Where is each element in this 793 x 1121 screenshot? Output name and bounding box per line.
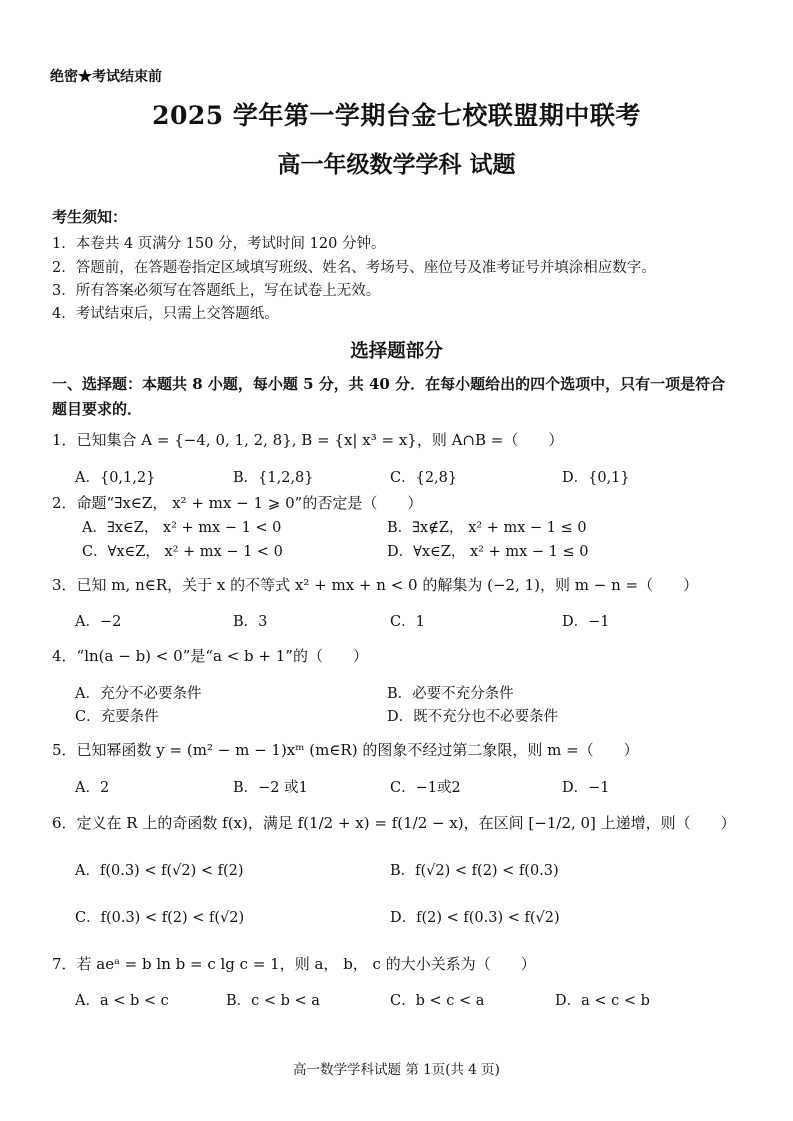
- question-7-option-b: B．c < b < a: [226, 993, 320, 1009]
- question-2-stem: 2．命题“∃x∈Z， x² + mx − 1 ⩾ 0”的否定是（ ）: [52, 494, 423, 512]
- question-5-stem: 5．已知幂函数 y = (m² − m − 1)xᵐ (m∈R) 的图象不经过第二象限，则 m =（ ）: [52, 741, 639, 759]
- question-4-stem: 4．“ln(a − b) < 0”是“a < b + 1”的（ ）: [52, 647, 368, 665]
- question-7-option-c: C．b < c < a: [390, 993, 485, 1009]
- question-2-option-b: B．∃x∉Z， x² + mx − 1 ≤ 0: [387, 520, 587, 536]
- notice-item: 2．答题前，在答题卷指定区域填写班级、姓名、考场号、座位号及准考证号并填涂相应数字。: [52, 260, 656, 276]
- question-6-option-b: B．f(√2) < f(2) < f(0.3): [390, 863, 559, 879]
- section-title: 选择题部分: [350, 341, 443, 362]
- question-3-stem: 3．已知 m, n∈R，关于 x 的不等式 x² + mx + n < 0 的解集为 (−2, 1)，则 m − n =（ ）: [52, 576, 699, 594]
- section-intro: 题目要求的．: [52, 400, 143, 418]
- question-7-stem: 7．若 aeᵃ = b ln b = c lg c = 1，则 a， b， c 的大小关系为（ ）: [52, 955, 536, 973]
- question-2-option-a: A．∃x∈Z， x² + mx − 1 < 0: [82, 520, 282, 536]
- question-2-option-d: D．∀x∈Z， x² + mx − 1 ≤ 0: [387, 544, 589, 560]
- question-1-option-a: A．{0,1,2}: [75, 470, 156, 486]
- question-1-stem: 1．已知集合 A = {−4, 0, 1, 2, 8}, B = {x| x³ = x}，则 A∩B =（ ）: [52, 431, 564, 449]
- confidential-mark: 绝密★考试结束前: [50, 69, 162, 85]
- exam-subtitle: 高一年级数学学科 试题: [277, 151, 516, 178]
- question-1-option-c: C．{2,8}: [390, 470, 458, 486]
- question-4-option-b: B．必要不充分条件: [387, 686, 514, 702]
- question-3-option-d: D．−1: [562, 614, 610, 630]
- notice-item: 4．考试结束后，只需上交答题纸。: [52, 306, 279, 322]
- question-3-option-c: C．1: [390, 614, 425, 630]
- question-4-option-a: A．充分不必要条件: [75, 686, 202, 702]
- question-1-option-b: B．{1,2,8}: [233, 470, 314, 486]
- notice-item: 3．所有答案必须写在答题纸上，写在试卷上无效。: [52, 283, 381, 299]
- section-intro: 一、选择题：本题共 8 小题，每小题 5 分，共 40 分．在每小题给出的四个选项中，只有一项是符合: [52, 375, 726, 393]
- question-7-option-a: A．a < b < c: [75, 993, 169, 1009]
- question-6-option-d: D．f(2) < f(0.3) < f(√2): [390, 910, 560, 926]
- question-5-option-b: B．−2 或1: [233, 780, 308, 796]
- notice-item: 1．本卷共 4 页满分 150 分，考试时间 120 分钟。: [52, 236, 386, 252]
- question-5-option-d: D．−1: [562, 780, 610, 796]
- question-6-option-c: C．f(0.3) < f(2) < f(√2): [75, 910, 245, 926]
- exam-title: 2025 学年第一学期台金七校联盟期中联考: [152, 101, 641, 130]
- notice-heading: 考生须知：: [52, 208, 128, 226]
- question-4-option-d: D．既不充分也不必要条件: [387, 709, 559, 725]
- question-5-option-a: A．2: [75, 780, 110, 796]
- question-5-option-c: C．−1或2: [390, 780, 461, 796]
- question-4-option-c: C．充要条件: [75, 709, 159, 725]
- question-6-stem: 6．定义在 R 上的奇函数 f(x)，满足 f(1/2 + x) = f(1/2 − x)，在区间 [−1/2, 0] 上递增，则（ ）: [52, 814, 736, 832]
- question-2-option-c: C．∀x∈Z， x² + mx − 1 < 0: [82, 544, 283, 560]
- question-7-option-d: D．a < c < b: [555, 993, 650, 1009]
- question-3-option-b: B．3: [233, 614, 268, 630]
- question-1-option-d: D．{0,1}: [562, 470, 630, 486]
- page-footer: 高一数学学科试题 第 1页(共 4 页): [293, 1062, 500, 1078]
- question-6-option-a: A．f(0.3) < f(√2) < f(2): [75, 863, 244, 879]
- question-3-option-a: A．−2: [75, 614, 122, 630]
